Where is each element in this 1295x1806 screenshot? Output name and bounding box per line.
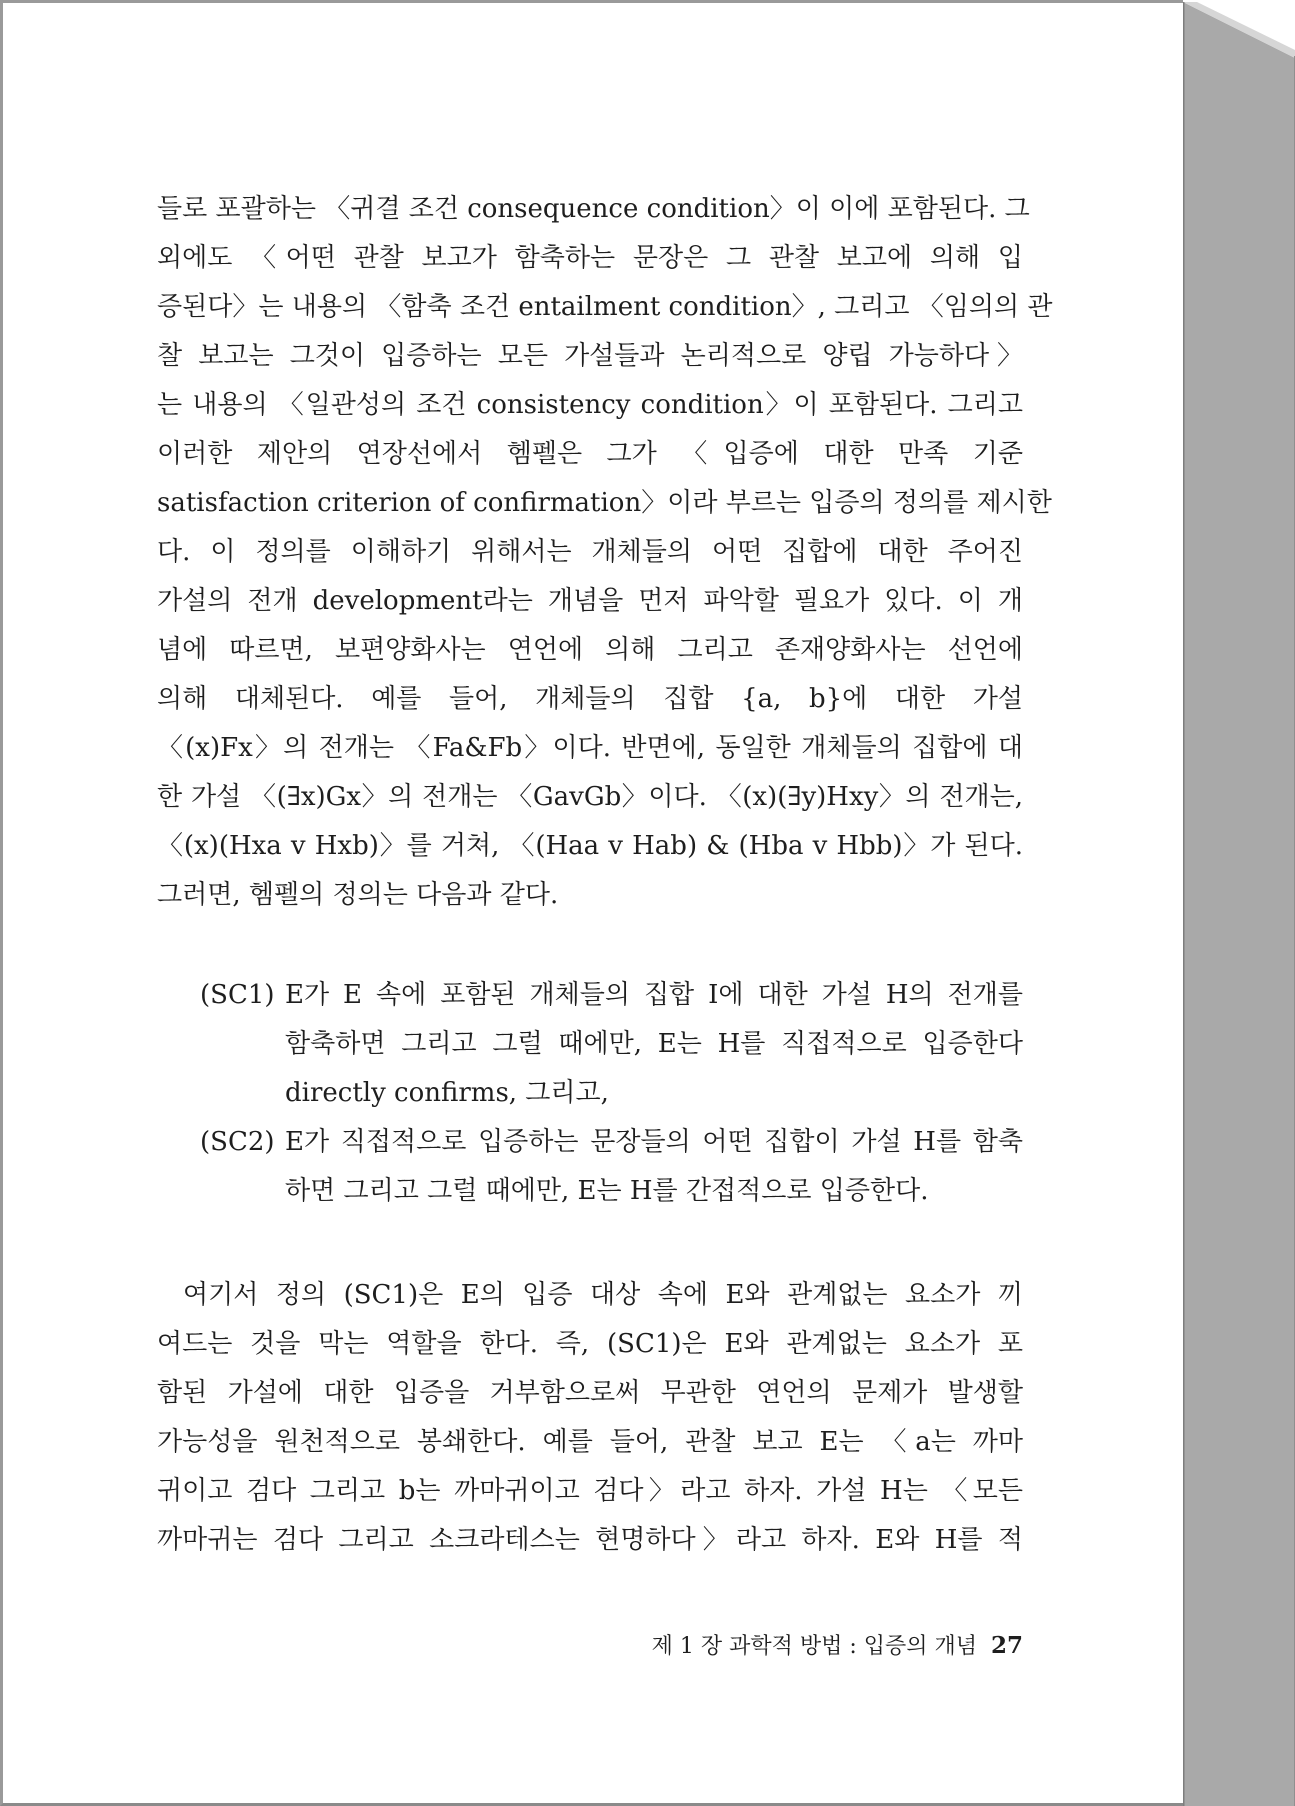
text-line: 외에도 〈어떤 관찰 보고가 함축하는 문장은 그 관찰 보고에 의해 입 [157,243,1023,273]
definition-line: 함축하면 그리고 그럴 때에만, E는 H를 직접적으로 입증한다 [285,1029,1023,1059]
definition-label: (SC1) [200,980,275,1010]
text-line: 까마귀는 검다 그리고 소크라테스는 현명하다〉라고 하자. E와 H를 적 [157,1525,1023,1555]
text-line: 한 가설 〈(∃x)Gx〉의 전개는 〈GavGb〉이다. 〈(x)(∃y)Hxy〉의 전개는, [157,782,1023,812]
text-line: 는 내용의 〈일관성의 조건 consistency condition〉이 포함된다. 그리고 [157,390,1023,420]
text-line: 그러면, 헴펠의 정의는 다음과 같다. [157,880,559,910]
definition-line: E가 E 속에 포함된 개체들의 집합 I에 대한 가설 H의 전개를 [285,980,1023,1010]
definition-line: directly confirms, 그리고, [285,1078,609,1108]
book-edge [1183,0,1295,1806]
text-line: 여기서 정의 (SC1)은 E의 입증 대상 속에 E와 관계없는 요소가 끼 [183,1280,1023,1310]
text-line: satisfaction criterion of confirmation〉이라 부르는 입증의 정의를 제시한 [157,488,1052,518]
text-line: 귀이고 검다 그리고 b는 까마귀이고 검다〉라고 하자. 가설 H는 〈모든 [157,1476,1023,1506]
page-number: 27 [990,1632,1023,1659]
text-line: 가설의 전개 development라는 개념을 먼저 파악할 필요가 있다. 이 개 [157,586,1023,616]
definition-list [200,971,1023,1216]
definition-line: 하면 그리고 그럴 때에만, E는 H를 간접적으로 입증한다. [285,1176,929,1206]
text-line: 다. 이 정의를 이해하기 위해서는 개체들의 어떤 집합에 대한 주어진 [157,537,1023,567]
text-line: 함된 가설에 대한 입증을 거부함으로써 무관한 연언의 문제가 발생할 [157,1378,1023,1408]
text-line: 념에 따르면, 보편양화사는 연언에 의해 그리고 존재양화사는 선언에 [157,635,1023,665]
text-line: 들로 포괄하는 〈귀결 조건 consequence condition〉이 이에 포함된다. 그 [157,194,1030,224]
text-line: 〈(x)(Hxa v Hxb)〉를 거쳐, 〈(Haa v Hab) & (Hba v Hbb)〉가 된다. [157,831,1023,861]
body-paragraph-2 [157,1271,1023,1565]
definition-sc1 [200,971,1023,1118]
text-line: 찰 보고는 그것이 입증하는 모든 가설들과 논리적으로 양립 가능하다〉 [157,341,1023,371]
definition-label: (SC2) [200,1127,275,1157]
text-line: 이러한 제안의 연장선에서 헴펠은 그가 〈입증에 대한 만족 기준 [157,439,1023,469]
running-head: 제 1 장 과학적 방법 : 입증의 개념 [651,1634,977,1659]
text-line: 의해 대체된다. 예를 들어, 개체들의 집합 {a, b}에 대한 가설 [157,684,1023,714]
text-line: 가능성을 원천적으로 봉쇄한다. 예를 들어, 관찰 보고 E는 〈a는 까마 [157,1427,1023,1457]
text-line: 〈(x)Fx〉의 전개는 〈Fa&Fb〉이다. 반면에, 동일한 개체들의 집합에 대 [157,733,1023,763]
text-line: 여드는 것을 막는 역할을 한다. 즉, (SC1)은 E와 관계없는 요소가 포 [157,1329,1023,1359]
definition-line: E가 직접적으로 입증하는 문장들의 어떤 집합이 가설 H를 함축 [285,1127,1023,1157]
definition-sc2 [200,1118,1023,1216]
text-line: 증된다〉는 내용의 〈함축 조건 entailment condition〉, 그리고 〈임의의 관 [157,292,1053,322]
body-paragraph-1 [157,185,1053,920]
page-footer [600,1629,1023,1660]
